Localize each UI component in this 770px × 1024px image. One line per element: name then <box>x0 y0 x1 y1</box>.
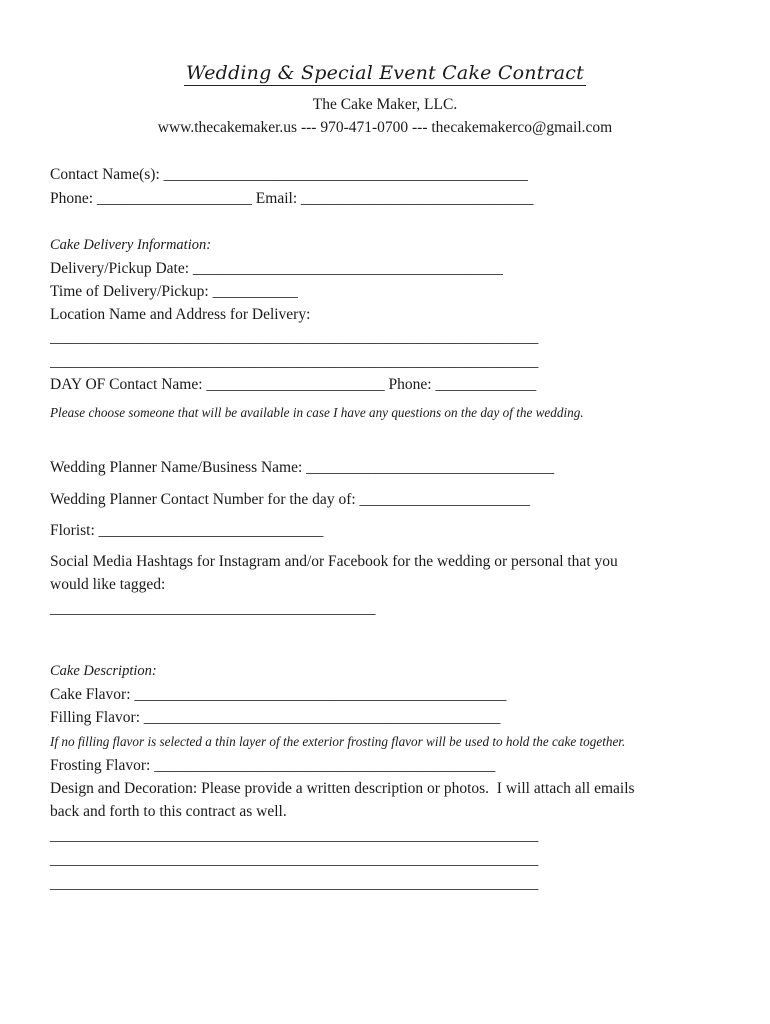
design-blank-3[interactable]: _______________________________________________________________ <box>50 875 539 892</box>
delivery-location-label: Location Name and Address for Delivery: <box>50 306 311 323</box>
company-contact-line: www.thecakemaker.us --- 970-471-0700 --- thecakemakerco@gmail.com <box>157 119 613 136</box>
day-of-contact-field[interactable]: DAY OF Contact Name: _______________________ Phone: _____________ <box>50 376 537 393</box>
cake-description-heading: Cake Description: <box>50 663 157 679</box>
planner-name-field[interactable]: Wedding Planner Name/Business Name: ________________________________ <box>50 459 555 476</box>
design-blank-1[interactable]: _______________________________________________________________ <box>50 827 539 844</box>
social-media-label-2: would like tagged: <box>50 576 166 593</box>
social-media-label-1: Social Media Hashtags for Instagram and/or Facebook for the wedding or personal that you <box>50 553 618 570</box>
cake-flavor-field[interactable]: Cake Flavor: ________________________________________________ <box>50 686 507 703</box>
delivery-date-field[interactable]: Delivery/Pickup Date: ________________________________________ <box>50 260 503 277</box>
filling-note: If no filling flavor is selected a thin layer of the exterior frosting flavor will be used to hold the cake together. <box>50 734 626 749</box>
phone-email-field[interactable]: Phone: ____________________ Email: ______________________________ <box>50 190 534 207</box>
title-text: Wedding & Special Event Cake Contract <box>186 62 584 84</box>
frosting-flavor-field[interactable]: Frosting Flavor: ____________________________________________ <box>50 757 496 774</box>
delivery-heading: Cake Delivery Information: <box>50 237 212 253</box>
design-label-1: Design and Decoration: Please provide a written description or photos. I will attach all emails <box>50 780 635 797</box>
florist-field[interactable]: Florist: _____________________________ <box>50 522 324 539</box>
company-name: The Cake Maker, LLC. <box>312 96 458 113</box>
contact-name-field[interactable]: Contact Name(s): _______________________________________________ <box>50 166 528 183</box>
day-of-note: Please choose someone that will be available in case I have any questions on the day of the wedding. <box>50 405 584 420</box>
design-blank-2[interactable]: _______________________________________________________________ <box>50 851 539 868</box>
filling-flavor-field[interactable]: Filling Flavor: ______________________________________________ <box>50 709 501 726</box>
social-media-blank[interactable]: __________________________________________ <box>50 600 376 617</box>
document-title <box>0 62 770 84</box>
delivery-address-blank-2[interactable]: _______________________________________________________________ <box>50 353 539 370</box>
planner-number-field[interactable]: Wedding Planner Contact Number for the day of: ______________________ <box>50 491 531 508</box>
design-label-2: back and forth to this contract as well. <box>50 803 287 820</box>
delivery-time-field[interactable]: Time of Delivery/Pickup: ___________ <box>50 283 298 300</box>
delivery-address-blank-1[interactable]: _______________________________________________________________ <box>50 329 539 346</box>
